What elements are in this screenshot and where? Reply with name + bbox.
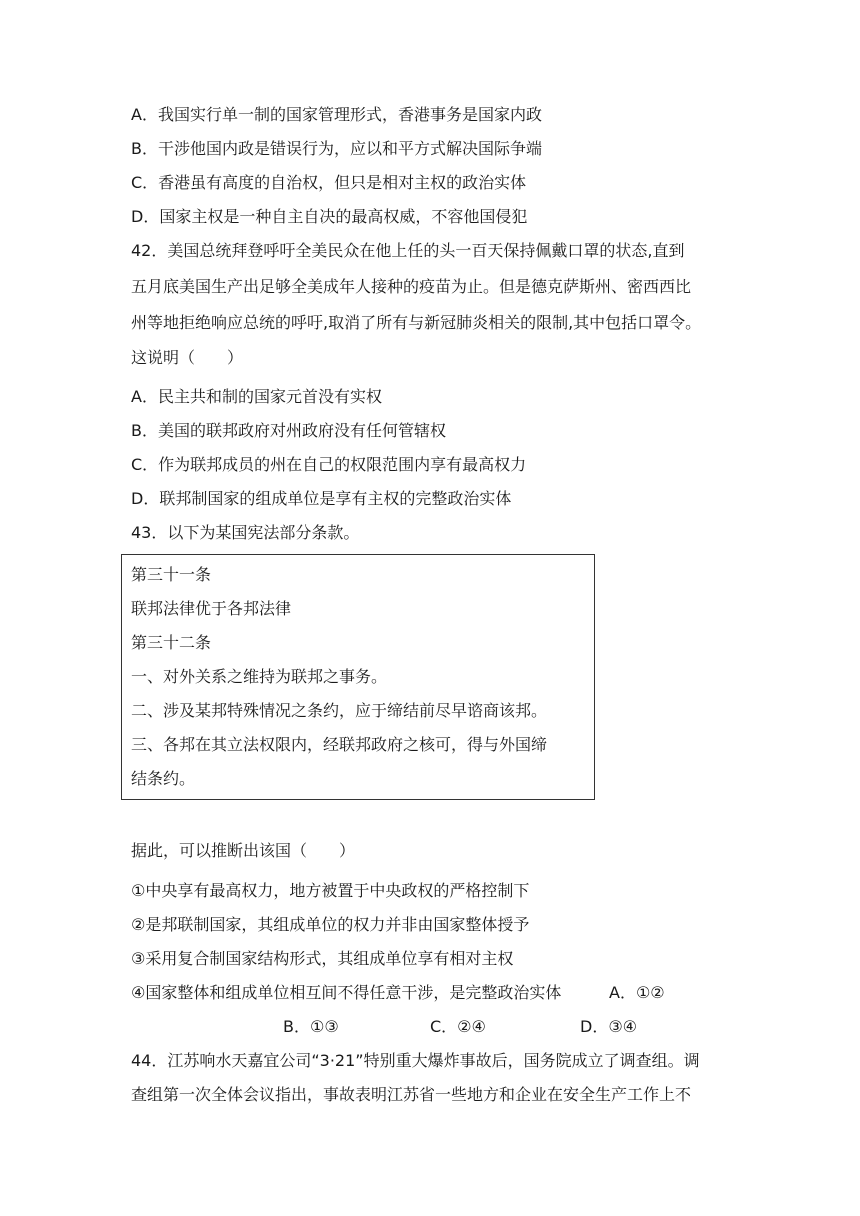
q41-option-c: C．香港虽有高度的自治权，但只是相对主权的政治实体: [131, 173, 527, 192]
box-line-3: 第三十二条: [131, 633, 212, 652]
q41-option-a: A．我国实行单一制的国家管理形式，香港事务是国家内政: [131, 105, 542, 124]
q43-statement-3: ③采用复合制国家结构形式，其组成单位享有相对主权: [131, 949, 514, 968]
q42-option-c: C．作为联邦成员的州在自己的权限范围内享有最高权力: [131, 455, 527, 474]
constitution-excerpt-box: [121, 554, 595, 800]
q44-stem-line-2: 查组第一次全体会议指出，事故表明江苏省一些地方和企业在安全生产工作上不: [131, 1085, 692, 1104]
q42-stem-line-2: 五月底美国生产出足够全美成年人接种的疫苗为止。但是德克萨斯州、密西西比: [131, 277, 692, 296]
box-line-5: 二、涉及某邦特殊情况之条约，应于缔结前尽早谘商该邦。: [131, 701, 548, 720]
q43-statement-4: ④国家整体和组成单位相互间不得任意干涉，是完整政治实体: [131, 983, 562, 1002]
box-line-6: 三、各邦在其立法权限内，经联邦政府之核可，得与外国缔: [131, 735, 548, 754]
q43-statement-1: ①中央享有最高权力，地方被置于中央政权的严格控制下: [131, 881, 530, 900]
q43-question: 据此，可以推断出该国（ ）: [131, 841, 356, 860]
q42-stem-line-1: 42．美国总统拜登呼吁全美民众在他上任的头一百天保持佩戴口罩的状态,直到: [131, 241, 685, 260]
q43-stem: 43．以下为某国宪法部分条款。: [131, 523, 360, 542]
q44-stem-line-1: 44．江苏响水天嘉宜公司“3·21”特别重大爆炸事故后，国务院成立了调查组。调: [131, 1051, 700, 1070]
q41-option-b: B．干涉他国内政是错误行为，应以和平方式解决国际争端: [131, 139, 542, 158]
q41-option-d: D．国家主权是一种自主自决的最高权威，不容他国侵犯: [131, 207, 528, 226]
box-line-4: 一、对外关系之维持为联邦之事务。: [131, 667, 388, 686]
box-line-1: 第三十一条: [131, 565, 212, 584]
q43-choice-b: B．①③: [283, 1017, 339, 1036]
q42-stem-line-3: 州等地拒绝响应总统的呼吁,取消了所有与新冠肺炎相关的限制,其中包括口罩令。: [131, 313, 702, 332]
q43-statement-2: ②是邦联制国家，其组成单位的权力并非由国家整体授予: [131, 915, 530, 934]
q43-choice-d: D．③④: [580, 1017, 638, 1036]
box-line-2: 联邦法律优于各邦法律: [131, 599, 292, 618]
q43-choice-a: A．①②: [609, 983, 665, 1002]
box-line-7: 结条约。: [131, 769, 196, 788]
q42-option-b: B．美国的联邦政府对州政府没有任何管辖权: [131, 421, 446, 440]
q42-option-a: A．民主共和制的国家元首没有实权: [131, 387, 382, 406]
q42-option-d: D．联邦制国家的组成单位是享有主权的完整政治实体: [131, 489, 512, 508]
q43-choice-c: C．②④: [430, 1017, 486, 1036]
q42-stem-line-4: 这说明（ ）: [131, 348, 244, 367]
